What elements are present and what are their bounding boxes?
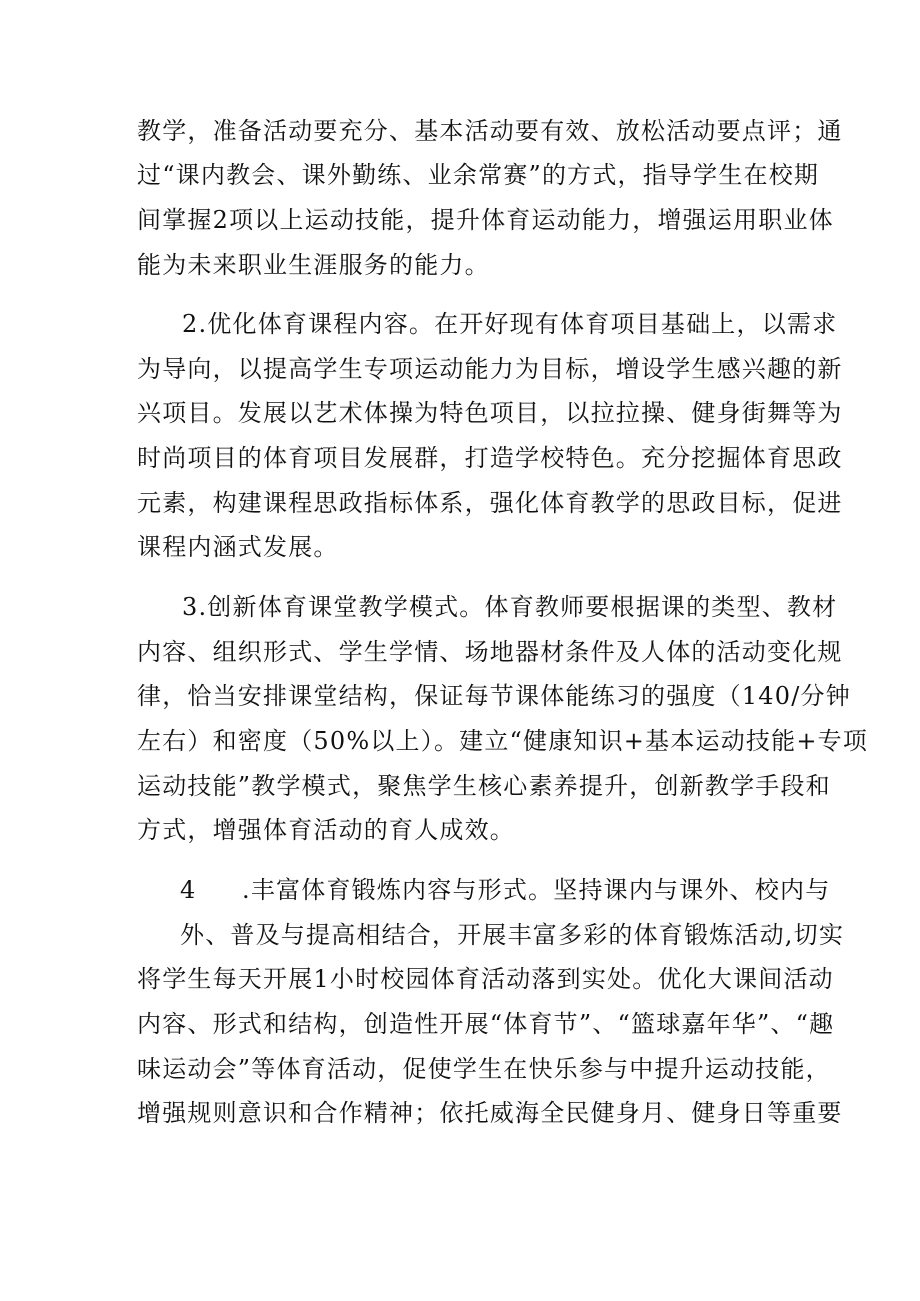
paragraph-2-first-line: 2.优化体育课程内容。在开好现有体育项目基础上，以需求 bbox=[182, 310, 838, 338]
text-line: 运动技能”教学模式，聚焦学生核心素养提升，创新教学手段和 bbox=[137, 772, 831, 800]
text-line: 增强规则意识和合作精神；依托威海全民健身月、健身日等重要 bbox=[137, 1099, 843, 1127]
text-line: 间掌握2项以上运动技能，提升体育运动能力，增强运用职业体 bbox=[137, 206, 834, 234]
text-line: 过“课内教会、课外勤练、业余常赛”的方式，指导学生在校期 bbox=[137, 161, 820, 189]
text-line: 时尚项目的体育项目发展群，打造学校特色。充分挖掘体育思政 bbox=[137, 444, 843, 472]
text-line: 为导向，以提高学生专项运动能力为目标，增设学生感兴趣的新 bbox=[137, 355, 843, 383]
text-line: 能为未来职业生涯服务的能力。 bbox=[137, 251, 490, 279]
paragraph-3-first-line: 3.创新体育课堂教学模式。体育教师要根据课的类型、教材 bbox=[182, 593, 838, 621]
text-line: 方式，增强体育活动的育人成效。 bbox=[137, 816, 515, 844]
paragraph-4-first-line bbox=[180, 875, 840, 905]
text-line: 兴项目。发展以艺术体操为特色项目，以拉拉操、健身街舞等为 bbox=[137, 399, 843, 427]
text-line: 内容、形式和结构，创造性开展“体育节”、“篮球嘉年华”、“趣 bbox=[137, 1010, 835, 1038]
text-line: 课程内涵式发展。 bbox=[137, 533, 339, 561]
text-line: 律，恰当安排课堂结构，保证每节课体能练习的强度（140/分钟 bbox=[137, 682, 851, 710]
item-4-dot: . bbox=[242, 876, 251, 904]
text-line: 元素，构建课程思政指标体系，强化体育教学的思政目标，促进 bbox=[137, 489, 843, 517]
item-4-number: 4 bbox=[180, 876, 197, 904]
text-line: 将学生每天开展1小时校园体育活动落到实处。优化大课间活动 bbox=[137, 965, 834, 993]
item-4-text: 丰富体育锻炼内容与形式。坚持课内与课外、校内与 bbox=[250, 876, 831, 904]
text-line: 左右）和密度（50%以上）。建立“健康知识+基本运动技能+专项 bbox=[137, 727, 869, 755]
text-line: 外、普及与提高相结合，开展丰富多彩的体育锻炼活动,切实 bbox=[180, 921, 845, 949]
text-line: 味运动会”等体育活动，促使学生在快乐参与中提升运动技能， bbox=[137, 1055, 831, 1083]
text-line: 内容、组织形式、学生学情、场地器材条件及人体的活动变化规 bbox=[137, 638, 843, 666]
text-line: 教学，准备活动要充分、基本活动要有效、放松活动要点评；通 bbox=[137, 117, 843, 145]
